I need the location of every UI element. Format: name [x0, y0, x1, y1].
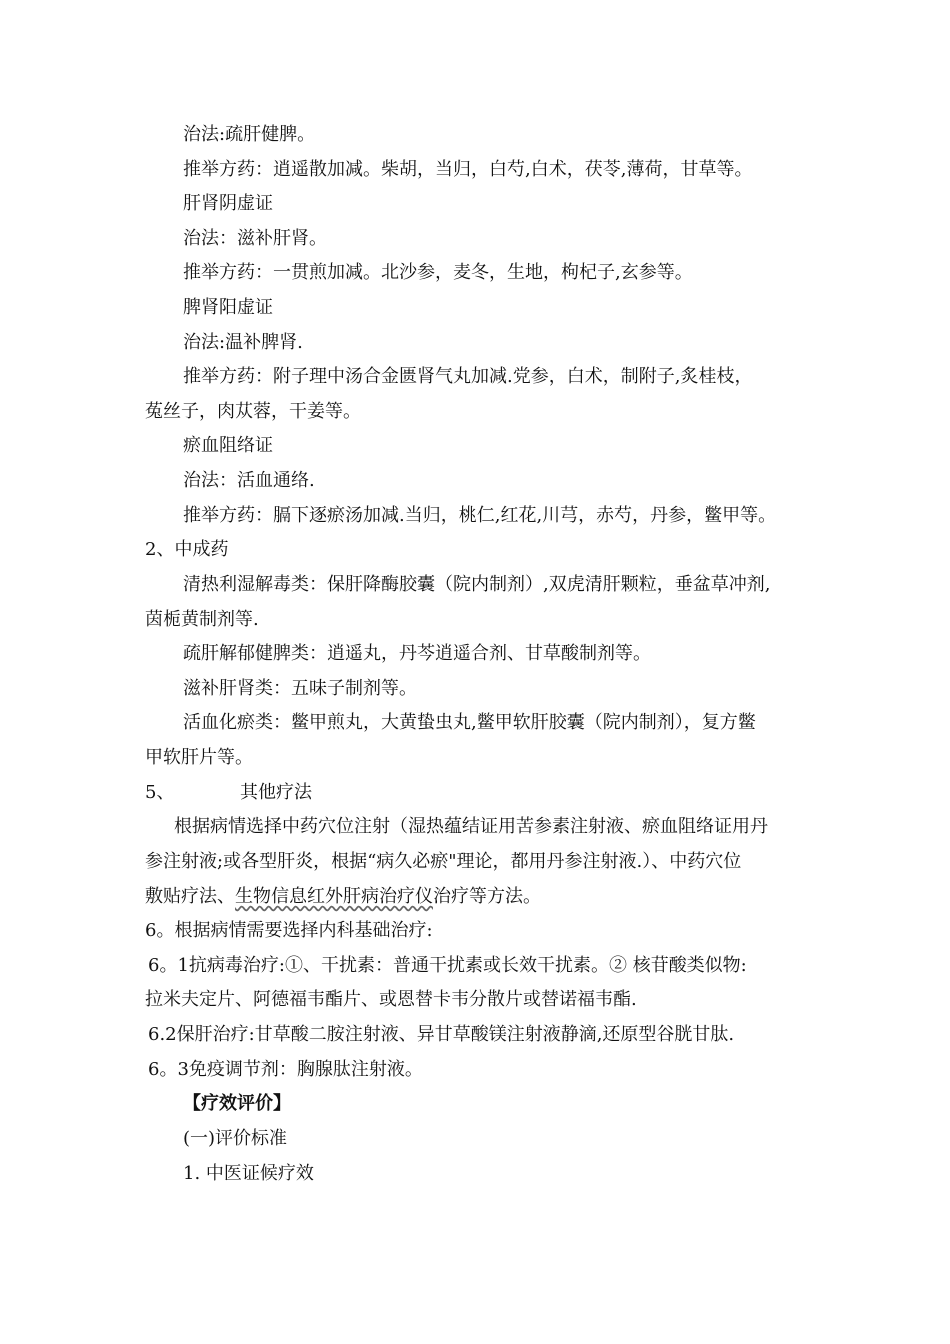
text-fragment: 敷贴疗法、 — [145, 886, 235, 907]
text-line: (一)评价标准 — [183, 1128, 288, 1149]
underlined-term: 生物信息红外肝病治疗仪 — [235, 886, 433, 907]
text-line: 6。3免疫调节剂：胸腺肽注射液。 — [148, 1059, 423, 1080]
text-line: 1. 中医证候疗效 — [183, 1163, 314, 1184]
text-line: 推举方药：一贯煎加减。北沙参，麦冬，生地，枸杞子,玄参等。 — [183, 262, 693, 283]
text-fragment: 治疗等方法。 — [433, 886, 541, 907]
text-line: 甲软肝片等。 — [145, 747, 253, 768]
text-line: 滋补肝肾类：五味子制剂等。 — [183, 678, 417, 699]
section-number: 5、 — [145, 782, 175, 803]
text-line: 推举方药：附子理中汤合金匮肾气丸加减.党参，白术，制附子,炙桂枝， — [183, 366, 753, 387]
text-line: 推举方药：逍遥散加减。柴胡，当归，白芍,白术，茯苓,薄荷，甘草等。 — [183, 159, 753, 180]
text-line: 拉米夫定片、阿德福韦酯片、或恩替卡韦分散片或替诺福韦酯. — [145, 989, 637, 1010]
text-line: 疏肝解郁健脾类：逍遥丸，丹芩逍遥合剂、甘草酸制剂等。 — [183, 643, 651, 664]
section-heading: 6。根据病情需要选择内科基础治疗: — [145, 920, 433, 941]
text-line: 活血化瘀类：鳖甲煎丸，大黄蛰虫丸,鳖甲软肝胶囊（院内制剂），复方鳖 — [183, 712, 756, 733]
text-line: 参注射液;或各型肝炎，根据“病久必瘀"理论，都用丹参注射液.）、中药穴位 — [145, 851, 742, 872]
section-heading: 2、中成药 — [145, 539, 229, 560]
text-line: 治法：活血通络. — [183, 470, 315, 491]
section-title: 【疗效评价】 — [183, 1093, 291, 1114]
text-line: 瘀血阻络证 — [183, 435, 273, 456]
text-line: 治法：滋补肝肾。 — [183, 228, 327, 249]
text-line: 6.2保肝治疗:甘草酸二胺注射液、异甘草酸镁注射液静滴,还原型谷胱甘肽. — [148, 1024, 735, 1045]
text-line: 清热利湿解毒类：保肝降酶胶囊（院内制剂）,双虎清肝颗粒，垂盆草冲剂, — [183, 574, 771, 595]
text-line: 治法:疏肝健脾。 — [183, 124, 316, 145]
text-line: 脾肾阳虚证 — [183, 297, 273, 318]
text-line: 6。1抗病毒治疗:①、干扰素：普通干扰素或长效干扰素。② 核苷酸类似物: — [148, 955, 747, 976]
text-line — [145, 886, 541, 908]
text-line: 治法:温补脾肾. — [183, 332, 303, 353]
text-line: 根据病情选择中药穴位注射（湿热蕴结证用苦参素注射液、瘀血阻络证用丹 — [174, 816, 768, 837]
text-line: 菟丝子，肉苁蓉，干姜等。 — [145, 401, 361, 422]
text-line: 肝肾阴虚证 — [183, 193, 273, 214]
text-line: 推举方药：膈下逐瘀汤加减.当归，桃仁,红花,川芎，赤芍，丹参，鳖甲等。 — [183, 505, 777, 526]
section-heading: 其他疗法 — [240, 782, 312, 803]
text-line: 茵栀黄制剂等. — [145, 609, 259, 630]
